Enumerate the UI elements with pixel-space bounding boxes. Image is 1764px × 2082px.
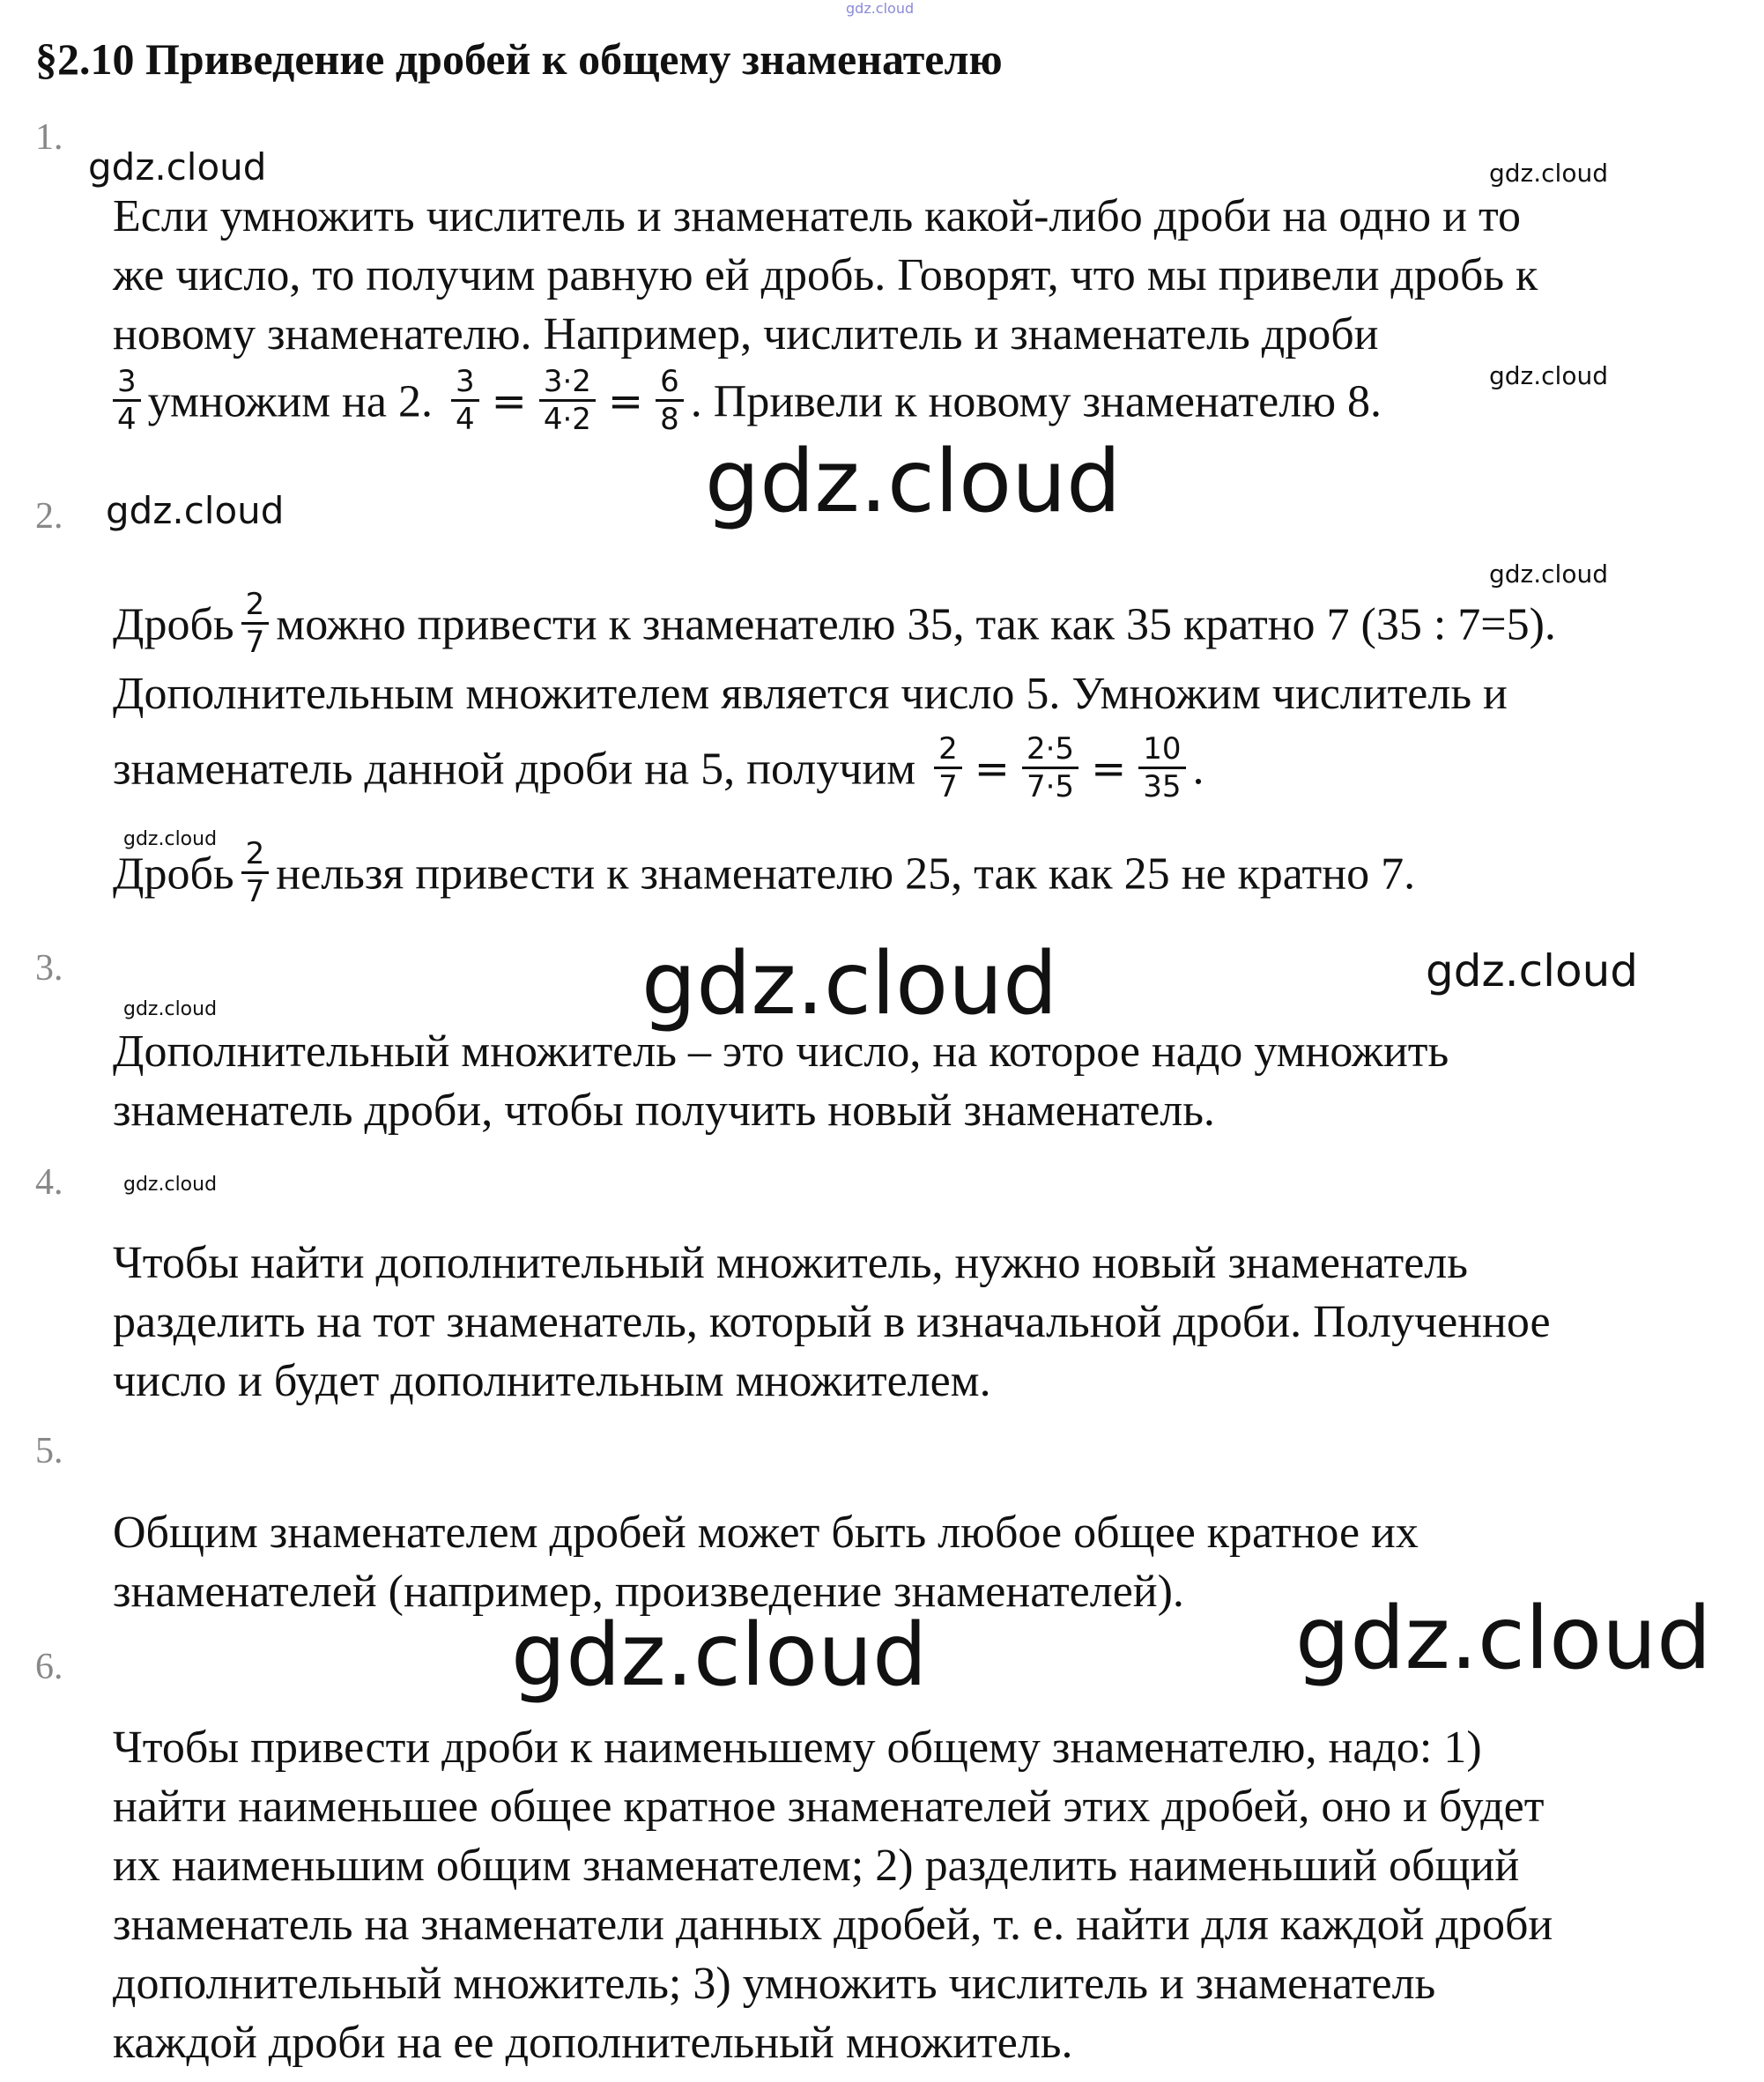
item-number-6: 6. — [35, 1647, 63, 1687]
fraction: $\frac{3\cdot 2}{4\cdot 2}$ — [539, 364, 596, 437]
formula-line — [113, 731, 1752, 804]
page-title: §2.10 Приведение дробей к общему знаменателю — [35, 34, 1003, 84]
item-number-4: 4. — [35, 1162, 63, 1203]
watermark-text: gdz.cloud — [106, 489, 285, 532]
text-segment: . — [1192, 744, 1204, 795]
text-segment: можно привести к знаменателю 35, так как 35 кратно 7 (35 : 7=5). — [276, 599, 1556, 650]
item-number-1: 1. — [35, 117, 63, 158]
text-line: число и будет дополнительным множителем. — [113, 1356, 991, 1406]
text-line: Если умножить числитель и знаменатель какой-либо дроби на одно и то — [113, 191, 1522, 241]
fraction: $\frac{2\cdot 5}{7\cdot 5}$ — [1022, 731, 1078, 804]
text-line: Дополнительный множитель – это число, на которое надо умножить — [113, 1026, 1449, 1077]
formula-line — [113, 587, 1752, 660]
watermark-text: gdz.cloud — [1489, 159, 1608, 188]
text-line: знаменатель дроби, чтобы получить новый знаменатель. — [113, 1085, 1215, 1136]
text-line: знаменателей (например, произведение знаменателей). — [113, 1567, 1184, 1617]
text-line: найти наименьшее общее кратное знаменателей этих дробей, оно и будет — [113, 1782, 1545, 1832]
watermark-text: gdz.cloud — [641, 934, 1058, 1034]
watermark-text: gdz.cloud — [123, 1174, 218, 1196]
paragraph-2 — [113, 587, 1752, 909]
fraction: $\frac{6}{8}$ — [656, 364, 684, 437]
text-segment: . Привели к новому знаменателю 8. — [690, 376, 1382, 427]
formula-line — [113, 364, 1752, 437]
watermark-top: gdz.cloud — [846, 0, 915, 17]
paragraph-1 — [113, 187, 1752, 437]
equals-sign: = — [491, 377, 527, 427]
watermark-text: gdz.cloud — [1295, 1589, 1712, 1689]
text-segment: Дробь — [113, 848, 234, 900]
text-line: каждой дроби на ее дополнительный множитель. — [113, 2018, 1073, 2068]
paragraph-3 — [113, 1022, 1752, 1140]
text-line: Чтобы привести дроби к наименьшему общему знаменателю, надо: 1) — [113, 1723, 1482, 1773]
item-number-2: 2. — [35, 496, 63, 537]
item-number-5: 5. — [35, 1431, 63, 1471]
paragraph-5 — [113, 1503, 1752, 1621]
text-line: же число, то получим равную ей дробь. Говорят, что мы привели дробь к — [113, 250, 1538, 300]
text-segment: Дробь — [113, 599, 234, 650]
text-line: разделить на тот знаменатель, который в изначальной дроби. Полученное — [113, 1297, 1551, 1347]
text-segment: умножим на 2. — [147, 376, 433, 427]
watermark-text: gdz.cloud — [511, 1605, 928, 1706]
fraction: $\frac{2}{7}$ — [241, 836, 270, 909]
text-line: знаменатель на знаменатели данных дробей, т. е. найти для каждой дроби — [113, 1900, 1553, 1950]
watermark-text: gdz.cloud — [1489, 559, 1608, 589]
watermark-text: gdz.cloud — [1489, 361, 1608, 390]
watermark-text: gdz.cloud — [88, 145, 267, 189]
text-segment: знаменатель данной дроби на 5, получим — [113, 744, 916, 795]
paragraph-6 — [113, 1718, 1752, 2072]
fraction: $\frac{2}{7}$ — [934, 731, 962, 804]
text-line: Чтобы найти дополнительный множитель, нужно новый знаменатель — [113, 1238, 1468, 1288]
text-line: Дополнительным множителем является число 5. Умножим числитель и — [113, 669, 1508, 719]
text-line: Общим знаменателем дробей может быть любое общее кратное их — [113, 1508, 1419, 1558]
equals-sign: = — [607, 377, 644, 427]
text-segment: нельзя привести к знаменателю 25, так как 25 не кратно 7. — [276, 848, 1416, 900]
text-line: их наименьшим общим знаменателем; 2) разделить наименьший общий — [113, 1841, 1520, 1891]
watermark-text: gdz.cloud — [705, 432, 1122, 532]
equals-sign: = — [1091, 745, 1127, 795]
fraction: $\frac{3}{4}$ — [113, 364, 141, 437]
fraction: $\frac{10}{35}$ — [1138, 731, 1185, 804]
watermark-text: gdz.cloud — [1426, 945, 1639, 997]
watermark-text: gdz.cloud — [123, 828, 218, 850]
watermark-text: gdz.cloud — [123, 998, 218, 1020]
paragraph-4 — [113, 1234, 1752, 1411]
fraction: $\frac{3}{4}$ — [451, 364, 479, 437]
text-line: дополнительный множитель; 3) умножить числитель и знаменатель — [113, 1959, 1436, 2009]
item-number-3: 3. — [35, 948, 63, 989]
equals-sign: = — [974, 745, 1010, 795]
fraction: $\frac{2}{7}$ — [241, 587, 270, 660]
text-line: новому знаменателю. Например, числитель и знаменатель дроби — [113, 309, 1379, 359]
